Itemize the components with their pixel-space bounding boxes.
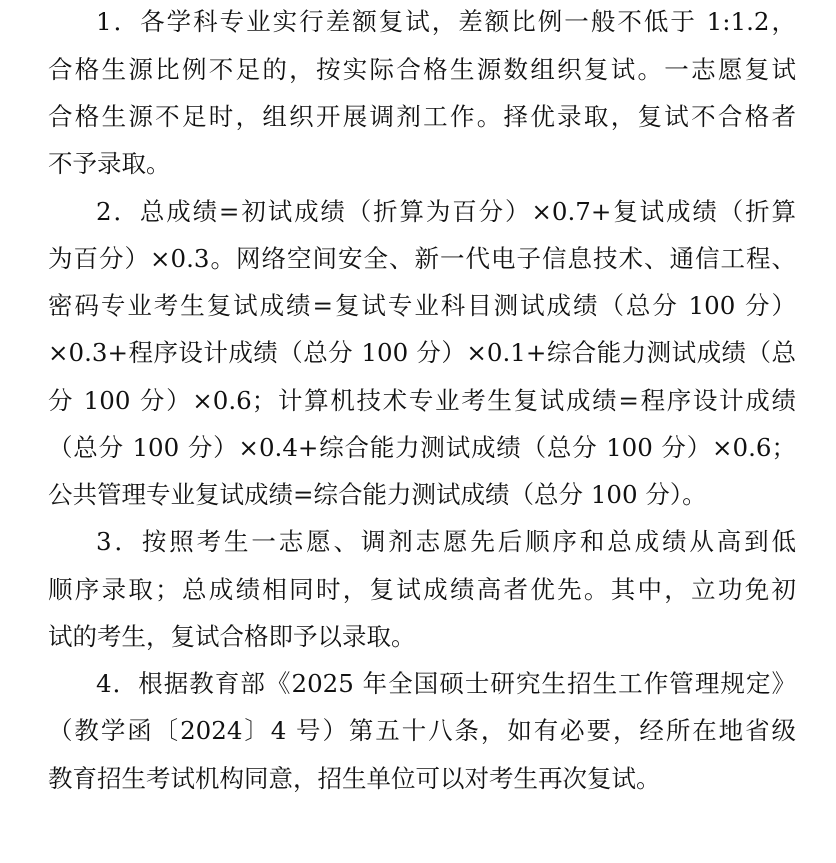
rule-1-line-1: 1．各学科专业实行差额复试，差额比例一般不低于 1:1.2， (96, 7, 796, 36)
rule-3-line-3: 试的考生，复试合格即予以录取。 (48, 622, 416, 651)
rule-1-line-3: 合格生源不足时，组织开展调剂工作。择优录取，复试不合格者 (48, 102, 796, 131)
rule-4-line-3: 教育招生考试机构同意，招生单位可以对考生再次复试。 (48, 764, 661, 793)
rule-3-line-1: 3．按照考生一志愿、调剂志愿先后顺序和总成绩从高到低 (96, 527, 796, 556)
rule-3-line-2: 顺序录取；总成绩相同时，复试成绩高者优先。其中，立功免初 (48, 575, 796, 604)
rule-2-line-4: ×0.3+程序设计成绩（总分 100 分）×0.1+综合能力测试成绩（总 (48, 338, 796, 367)
rule-2-line-5: 分 100 分）×0.6；计算机技术专业考生复试成绩=程序设计成绩 (48, 386, 796, 415)
rule-1-line-4: 不予录取。 (48, 149, 171, 178)
rule-4-line-2: （教学函〔2024〕4 号）第五十八条，如有必要，经所在地省级 (48, 716, 796, 745)
rule-2-line-7: 公共管理专业复试成绩=综合能力测试成绩（总分 100 分）。 (48, 480, 707, 509)
rule-2-line-1: 2．总成绩=初试成绩（折算为百分）×0.7+复试成绩（折算 (96, 197, 796, 226)
rule-2-line-6: （总分 100 分）×0.4+综合能力测试成绩（总分 100 分）×0.6； (48, 433, 796, 462)
rule-2-line-2: 为百分）×0.3。网络空间安全、新一代电子信息技术、通信工程、 (48, 244, 796, 273)
rule-4-line-1: 4．根据教育部《2025 年全国硕士研究生招生工作管理规定》 (96, 669, 796, 698)
rule-1-line-2: 合格生源比例不足的，按实际合格生源数组织复试。一志愿复试 (48, 55, 796, 84)
rule-2-line-3: 密码专业考生复试成绩=复试专业科目测试成绩（总分 100 分） (48, 291, 796, 320)
